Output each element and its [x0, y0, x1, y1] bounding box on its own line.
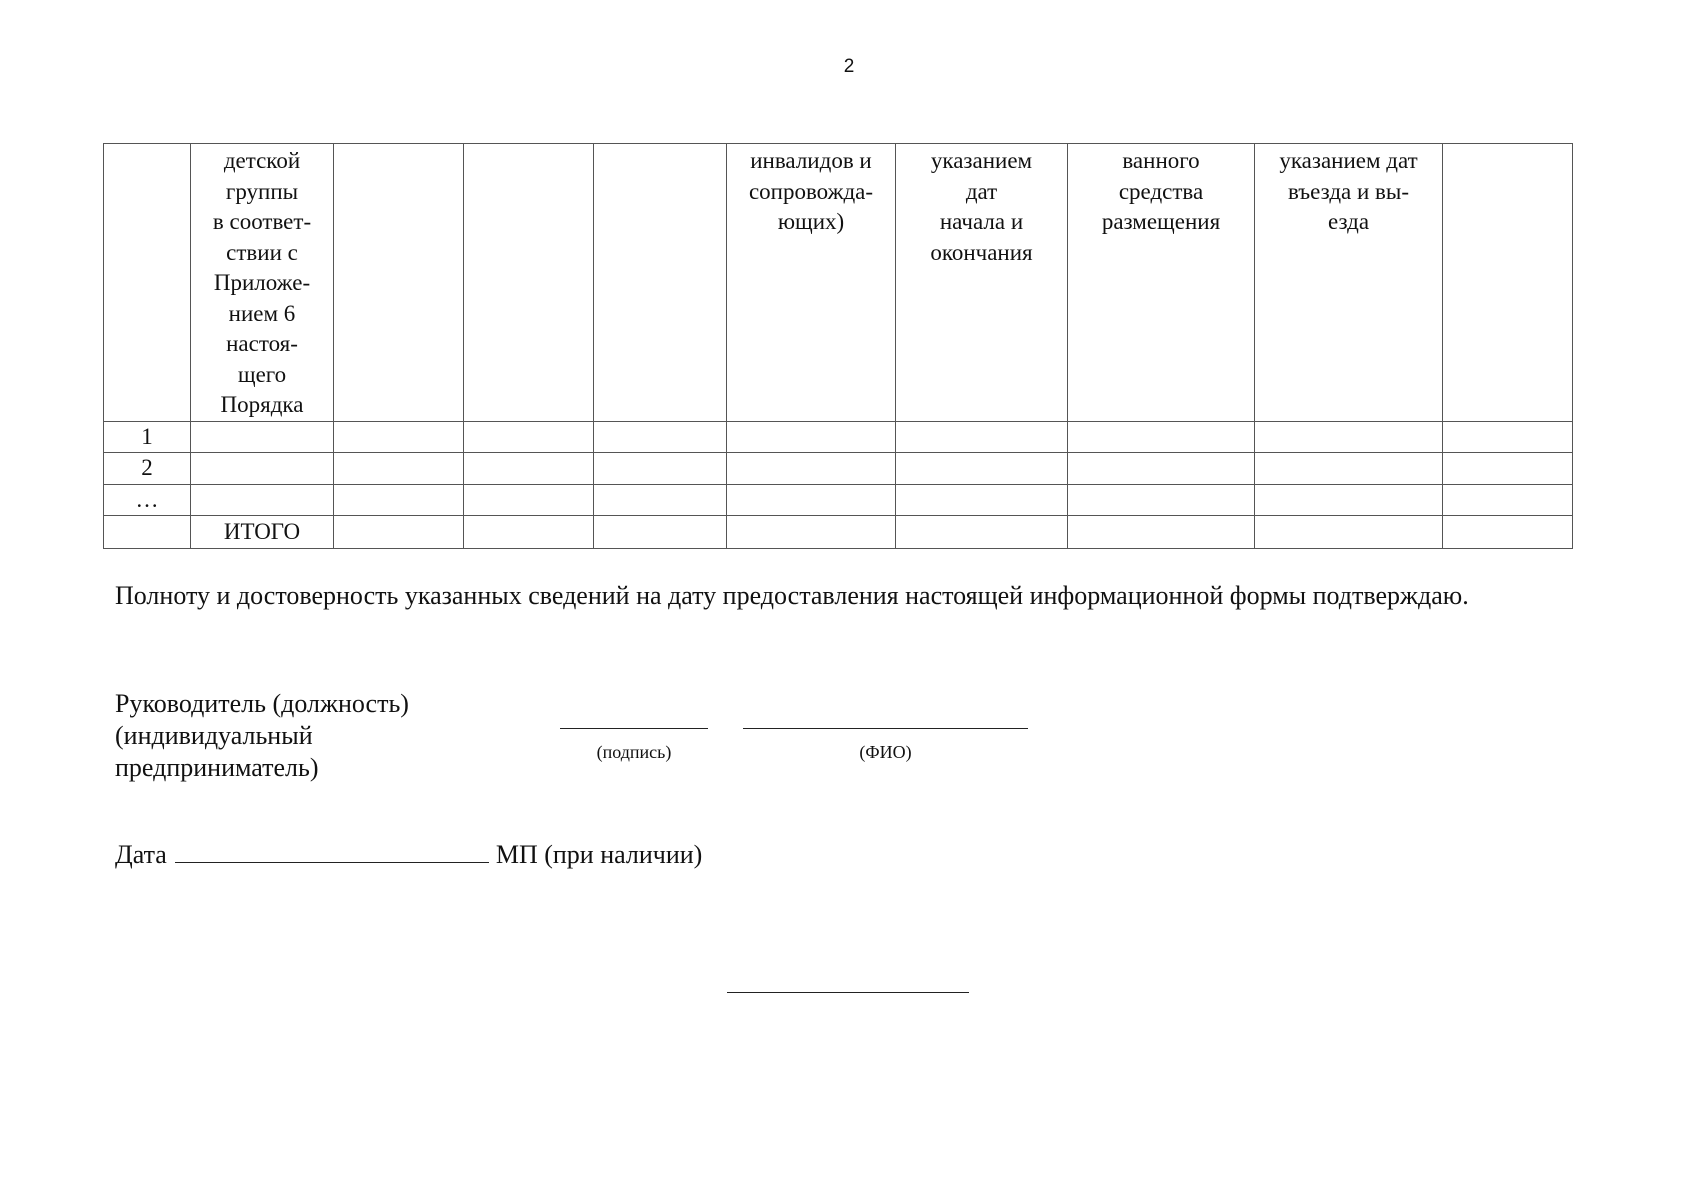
- table-cell: [594, 453, 727, 485]
- table-cell: [334, 421, 464, 453]
- total-label: ИТОГО: [191, 516, 334, 549]
- name-line: [743, 728, 1028, 729]
- table-cell: [1068, 453, 1255, 485]
- header-cell-accommodation: ванного средства размещения: [1068, 144, 1255, 422]
- table-row: [104, 484, 1573, 516]
- table-cell: [191, 484, 334, 516]
- table-cell: [727, 421, 896, 453]
- header-cell-disabled-escorts: инвалидов и сопровожда- ющих): [727, 144, 896, 422]
- table-cell: [1255, 484, 1443, 516]
- head-position-label: Руководитель (должность) (индивидуальный предприниматель): [115, 689, 409, 782]
- header-cell-arrival-departure-dates: указанием дат въезда и вы- езда: [1255, 144, 1443, 422]
- table-cell: [594, 484, 727, 516]
- confirmation-text: Полноту и достоверность указанных сведений на дату предоставления настоящей информационной формы подтверждаю.: [115, 581, 1469, 610]
- table-cell: [727, 453, 896, 485]
- table-header-row: [104, 144, 1573, 422]
- table-cell: [464, 453, 594, 485]
- header-cell: [594, 144, 727, 422]
- table-cell: [104, 516, 191, 549]
- form-table: [103, 143, 1573, 549]
- table-cell: [896, 484, 1068, 516]
- header-cell: [1443, 144, 1573, 422]
- table-cell: [727, 484, 896, 516]
- name-caption: (ФИО): [859, 742, 912, 762]
- table-cell: [334, 516, 464, 549]
- date-row: [115, 838, 702, 871]
- date-blank-line: [175, 838, 489, 863]
- table-cell: [191, 453, 334, 485]
- stamp-label: МП (при наличии): [495, 840, 703, 869]
- table-cell: [1068, 421, 1255, 453]
- table-cell: [334, 484, 464, 516]
- table-cell: [1443, 484, 1573, 516]
- table-cell: [1255, 516, 1443, 549]
- row-number-cell: …: [104, 484, 191, 516]
- table-cell: [1443, 453, 1573, 485]
- table-cell: [1068, 516, 1255, 549]
- table-cell: [1255, 421, 1443, 453]
- table-cell: [1443, 421, 1573, 453]
- table-cell: [1443, 516, 1573, 549]
- total-row: [104, 516, 1573, 549]
- table-cell: [896, 453, 1068, 485]
- header-cell: [334, 144, 464, 422]
- page-number: 2: [843, 56, 855, 77]
- header-cell: [464, 144, 594, 422]
- table-cell: [594, 421, 727, 453]
- row-number-cell: 1: [104, 421, 191, 453]
- table-cell: [1255, 453, 1443, 485]
- footer-line: [727, 992, 969, 993]
- table-row: [104, 453, 1573, 485]
- table-cell: [334, 453, 464, 485]
- table-cell: [896, 421, 1068, 453]
- table-cell: [464, 421, 594, 453]
- table-cell: [594, 516, 727, 549]
- row-number-cell: 2: [104, 453, 191, 485]
- table-row: [104, 421, 1573, 453]
- signature-line: [560, 728, 708, 729]
- table-cell: [464, 516, 594, 549]
- signature-caption: (подпись): [596, 742, 672, 762]
- table-cell: [727, 516, 896, 549]
- header-cell-start-end-dates: указанием дат начала и окончания: [896, 144, 1068, 422]
- table-cell: [191, 421, 334, 453]
- table-cell: [1068, 484, 1255, 516]
- header-cell: [104, 144, 191, 422]
- date-label: Дата: [115, 840, 167, 869]
- table-cell: [464, 484, 594, 516]
- header-cell-children-group: детской группы в соответ- ствии с Приложе- нием 6 настоя- щего Порядка: [191, 144, 334, 422]
- table-cell: [896, 516, 1068, 549]
